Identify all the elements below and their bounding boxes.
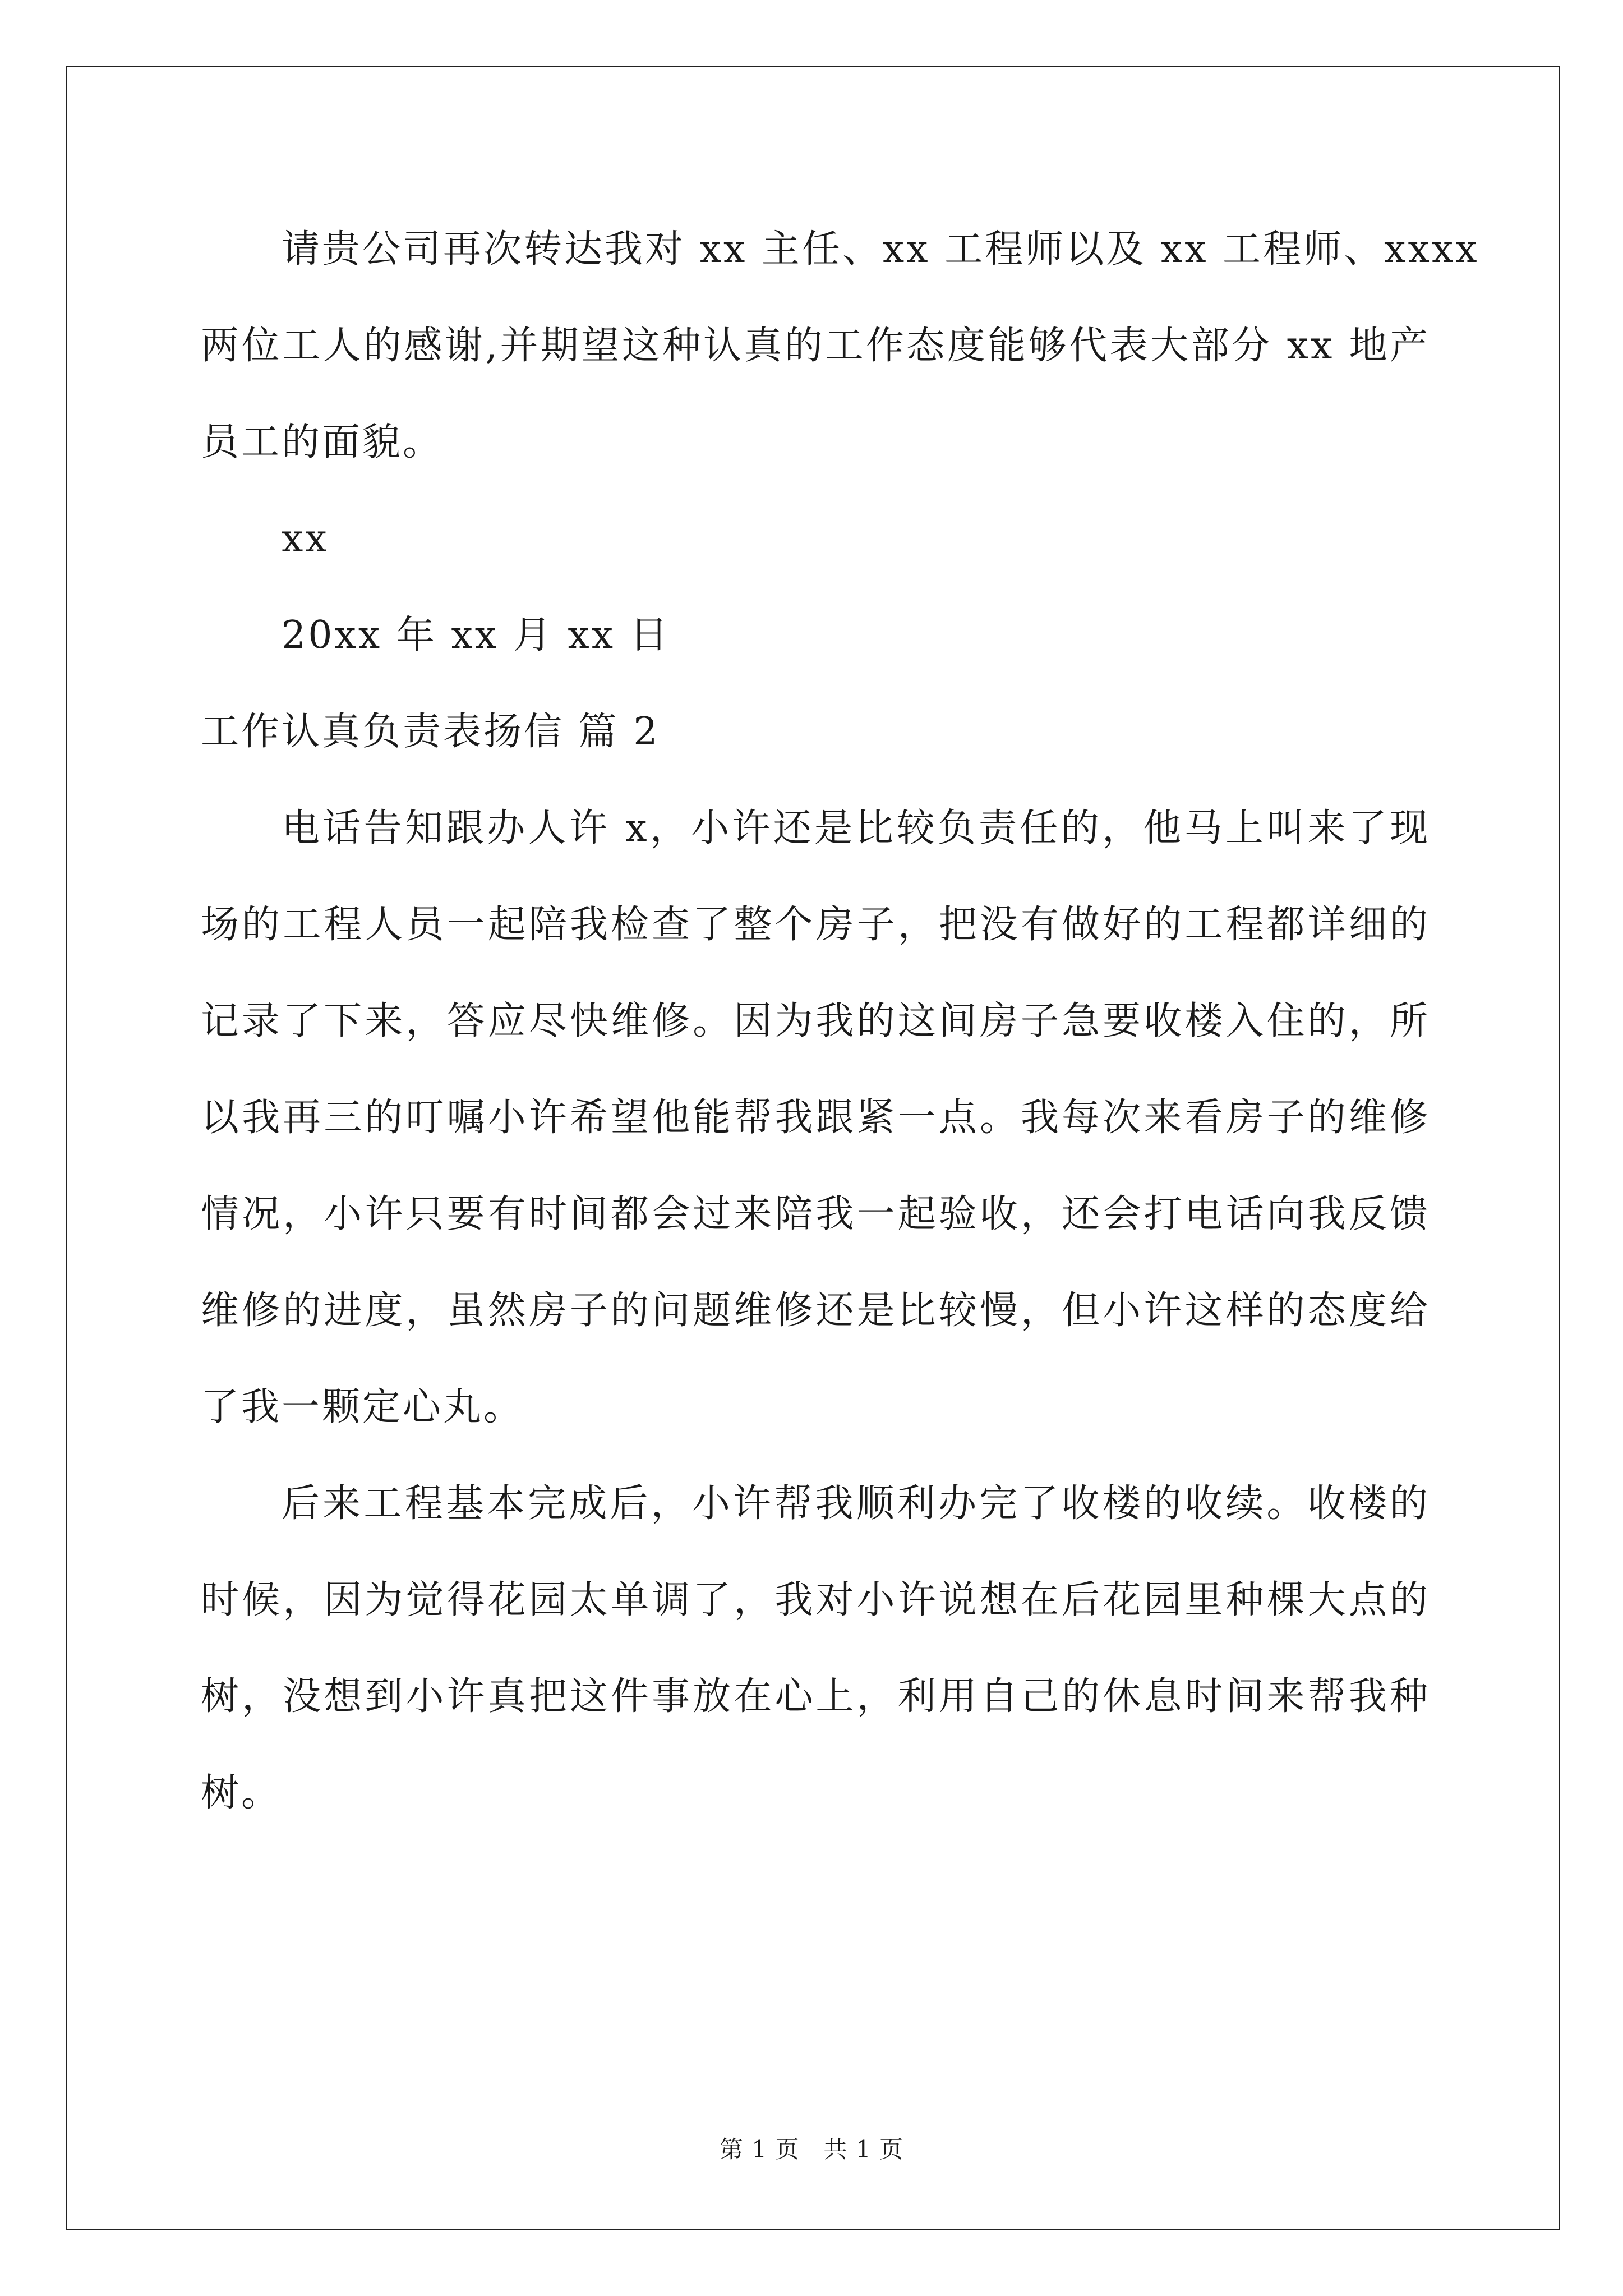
paragraph-1-line-2: 两位工人的感谢,并期望这种认真的工作态度能够代表大部分 xx 地产 <box>201 324 1430 368</box>
paragraph-2-line-2: 场的工程人员一起陪我检查了整个房子，把没有做好的工程都详细的 <box>201 903 1430 947</box>
paragraph-2-line-7: 了我一颗定心丸。 <box>201 1385 524 1429</box>
paragraph-2-line-1: 电话告知跟办人许 x，小许还是比较负责任的，他马上叫来了现 <box>282 806 1430 850</box>
signature-date: 20xx 年 xx 月 xx 日 <box>282 613 670 657</box>
paragraph-3-line-2: 时候，因为觉得花园太单调了，我对小许说想在后花园里种棵大点的 <box>201 1578 1430 1622</box>
paragraph-3-line-3: 树，没想到小许真把这件事放在心上，利用自己的休息时间来帮我种 <box>201 1674 1430 1719</box>
section-heading: 工作认真负责表扬信 篇 2 <box>201 710 660 754</box>
paragraph-2-line-3: 记录了下来，答应尽快维修。因为我的这间房子急要收楼入住的，所 <box>201 999 1430 1043</box>
paragraph-3-line-4: 树。 <box>201 1771 282 1815</box>
paragraph-2-line-6: 维修的进度，虽然房子的问题维修还是比较慢，但小许这样的态度给 <box>201 1289 1430 1333</box>
paragraph-2-line-5: 情况，小许只要有时间都会过来陪我一起验收，还会打电话向我反馈 <box>201 1192 1430 1236</box>
paragraph-3-line-1: 后来工程基本完成后，小许帮我顺利办完了收楼的收续。收楼的 <box>282 1481 1430 1526</box>
signature-name: xx <box>282 517 329 561</box>
page-footer: 第 1 页 共 1 页 <box>720 2136 903 2163</box>
paragraph-1-line-1: 请贵公司再次转达我对 xx 主任、xx 工程师以及 xx 工程师、xxxx <box>282 227 1479 272</box>
paragraph-2-line-4: 以我再三的叮嘱小许希望他能帮我跟紧一点。我每次来看房子的维修 <box>201 1096 1430 1140</box>
page-border <box>66 66 1560 2230</box>
paragraph-1-line-3: 员工的面貌。 <box>201 420 444 464</box>
